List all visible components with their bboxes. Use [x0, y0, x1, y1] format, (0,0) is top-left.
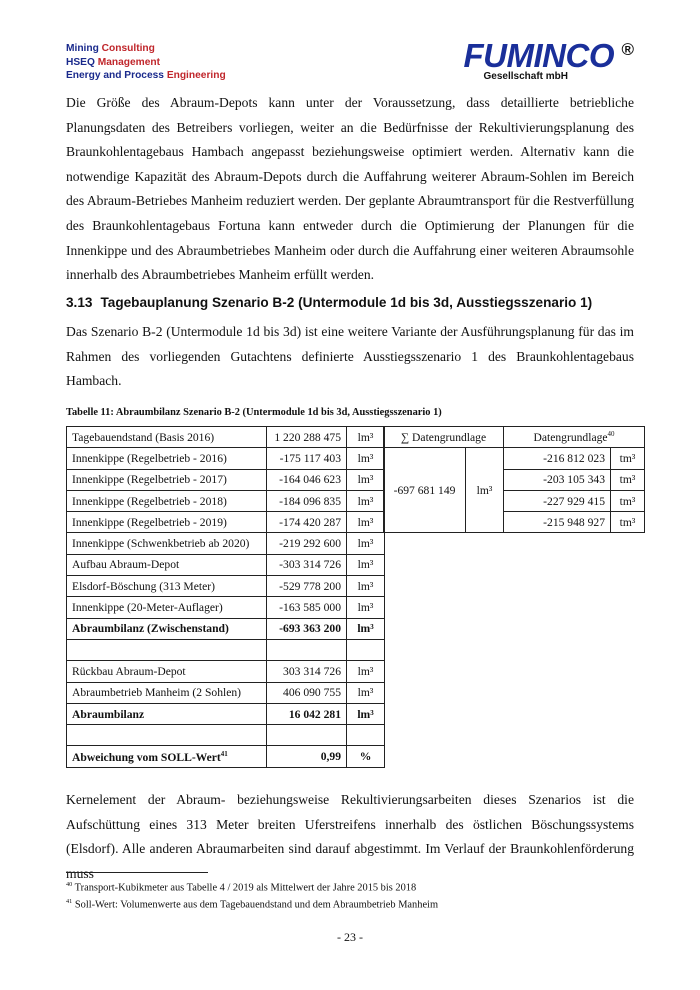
table-row	[67, 618, 385, 639]
company-tagline	[66, 42, 226, 83]
table-row	[67, 512, 385, 533]
row-unit-cell: lm³	[347, 682, 385, 703]
row-value-cell: -174 420 287	[267, 512, 347, 533]
row-value-cell: -175 117 403	[267, 448, 347, 469]
sum-header-cell: ∑ Datengrundlage	[384, 427, 504, 448]
section-heading	[66, 295, 634, 310]
page-header	[66, 37, 634, 84]
row-unit-cell: lm³	[347, 597, 385, 618]
row-label-cell: Elsdorf-Böschung (313 Meter)	[67, 576, 267, 597]
row-unit-cell: lm³	[347, 703, 385, 724]
row-label-cell: Innenkippe (20-Meter-Auflager)	[67, 597, 267, 618]
row-value-cell	[267, 639, 347, 660]
row-label-cell: Innenkippe (Regelbetrieb - 2019)	[67, 512, 267, 533]
datengrundlage-table	[383, 426, 645, 533]
row-unit-cell: lm³	[347, 469, 385, 490]
row-value-cell: -693 363 200	[267, 618, 347, 639]
section-title: Tagebauplanung Szenario B-2 (Untermodule 1d bis 3d, Ausstiegsszenario 1)	[100, 295, 593, 310]
datengrundlage-unit-cell: tm³	[611, 490, 645, 511]
row-value-cell: 0,99	[267, 746, 347, 767]
page-number: - 23 -	[337, 930, 363, 944]
table-row	[67, 490, 385, 511]
row-label-cell: Abraumbetrieb Manheim (2 Sohlen)	[67, 682, 267, 703]
table-row	[67, 554, 385, 575]
row-unit-cell: lm³	[347, 490, 385, 511]
row-label-cell: Innenkippe (Regelbetrieb - 2016)	[67, 448, 267, 469]
row-value-cell: 406 090 755	[267, 682, 347, 703]
table-row	[67, 725, 385, 746]
table-row	[67, 448, 385, 469]
row-label-cell: Rückbau Abraum-Depot	[67, 661, 267, 682]
row-unit-cell: lm³	[347, 554, 385, 575]
row-label-cell: Aufbau Abraum-Depot	[67, 554, 267, 575]
row-unit-cell: %	[347, 746, 385, 767]
row-unit-cell: lm³	[347, 576, 385, 597]
row-unit-cell: lm³	[347, 448, 385, 469]
datengrundlage-header-cell: Datengrundlage$^{40}$	[504, 427, 645, 448]
footnote-40: $^{40}$ Transport-Kubikmeter aus Tabelle 4 / 2019 als Mittelwert der Jahre 2015 bis 2018	[66, 881, 417, 894]
fuminco-logo	[444, 37, 634, 84]
table-row	[67, 597, 385, 618]
tagline-line-1: Mining Consulting	[66, 43, 155, 54]
row-label-cell: Innenkippe (Regelbetrieb - 2018)	[67, 490, 267, 511]
row-unit-cell: lm³	[347, 512, 385, 533]
row-value-cell: -163 585 000	[267, 597, 347, 618]
row-label-cell: Abweichung vom SOLL-Wert$^{41}$	[67, 746, 267, 767]
datengrundlage-unit-cell: tm³	[611, 448, 645, 469]
row-value-cell: -303 314 726	[267, 554, 347, 575]
sum-value-cell: -697 681 149	[384, 448, 466, 533]
logo-wordmark: FUMINCO	[463, 37, 614, 74]
footnote-divider	[66, 872, 208, 873]
table-row	[67, 469, 385, 490]
row-unit-cell: lm³	[347, 618, 385, 639]
table-row	[67, 576, 385, 597]
footnote-41: $^{41}$ Soll-Wert: Volumenwerte aus dem Tagebauendstand und dem Abraumbetrieb Manheim	[66, 897, 439, 911]
row-label-cell: Innenkippe (Regelbetrieb - 2017)	[67, 469, 267, 490]
row-value-cell: -529 778 200	[267, 576, 347, 597]
datengrundlage-value-cell: -215 948 927	[504, 512, 611, 533]
footnotes	[66, 878, 438, 912]
row-unit-cell: lm³	[347, 661, 385, 682]
paragraph-kernelement: Kernelement der Abraum- beziehungsweise Rekultivierungsarbeiten dieses Szenarios ist die Aufschüttung eines 313 Meter breiten Uferstreifens innerhalb des östlichen Böschungssystems (Elsdorf). Alle anderen Abraumarbeiten sind darauf abgestimmt. Im Verlauf der Braunkohlenförderung muss	[66, 792, 634, 881]
row-value-cell: 303 314 726	[267, 661, 347, 682]
row-value-cell: 16 042 281	[267, 703, 347, 724]
abraumbilanz-table	[66, 426, 385, 768]
row-label-cell	[67, 725, 267, 746]
row-value-cell: -184 096 835	[267, 490, 347, 511]
section-number: 3.13	[66, 295, 93, 310]
logo-subtitle: Gesellschaft mbH	[483, 71, 568, 82]
table-row	[67, 639, 385, 660]
table-row	[67, 661, 385, 682]
row-label-cell: Abraumbilanz (Zwischenstand)	[67, 618, 267, 639]
datengrundlage-header-row	[384, 427, 645, 448]
table-row	[67, 427, 385, 448]
row-unit-cell	[347, 639, 385, 660]
table-row	[67, 533, 385, 554]
row-value-cell	[267, 725, 347, 746]
table-row	[67, 703, 385, 724]
datengrundlage-value-cell: -227 929 415	[504, 490, 611, 511]
row-unit-cell: lm³	[347, 533, 385, 554]
row-label-cell: Tagebauendstand (Basis 2016)	[67, 427, 267, 448]
paragraph-szenario-intro: Das Szenario B-2 (Untermodule 1d bis 3d) ist eine weitere Variante der Ausführungsplanung für das im Rahmen des vorliegenden Gutachtens definierte Ausstiegsszenario 1 des Braunkohlentagebaus Hambach.	[66, 324, 634, 389]
table-caption: Tabelle 11: Abraumbilanz Szenario B-2 (Untermodule 1d bis 3d, Ausstiegsszenario 1)	[66, 407, 442, 418]
sum-unit-cell: lm³	[466, 448, 504, 533]
row-label-cell: Innenkippe (Schwenkbetrieb ab 2020)	[67, 533, 267, 554]
row-label-cell	[67, 639, 267, 660]
datengrundlage-row	[384, 448, 645, 469]
datengrundlage-value-cell: -216 812 023	[504, 448, 611, 469]
tagline-line-3: Energy and Process Engineering	[66, 70, 226, 81]
datengrundlage-unit-cell: tm³	[611, 512, 645, 533]
paragraph-abraum-depot: Die Größe des Abraum-Depots kann unter der Voraussetzung, dass detaillierte betriebliche Planungsdaten des Betreibers vorliegen, weiter an die Bedürfnisse der Rekultivierungsplanung des Braunkohlentagebaus Hambach angepasst beziehungsweise optimiert werden. Alternativ kann die notwendige Kapazität des Abraum-Depots durch die Auffahrung weiterer Abraum-Sohlen im Bereich des Abraum-Betriebes Manheim reduziert werden. Der geplante Abraumtransport für die Restverfüllung des Braunkohlentagebaus Fortuna kann entweder durch die Optimierung der Planungen für die Innenkippe und des Abraumbetriebes Manheim oder durch die Auffahrung einer weiteren Abraumsohle innerhalb des Abraumbetriebes Manheim erfüllt werden.	[66, 95, 634, 283]
datengrundlage-value-cell: -203 105 343	[504, 469, 611, 490]
table-row	[67, 682, 385, 703]
row-unit-cell	[347, 725, 385, 746]
tagline-line-2: HSEQ Management	[66, 56, 160, 68]
row-value-cell: -219 292 600	[267, 533, 347, 554]
row-label-cell: Abraumbilanz	[67, 703, 267, 724]
row-value-cell: -164 046 623	[267, 469, 347, 490]
logo-registered-mark: ®	[621, 40, 634, 59]
datengrundlage-unit-cell: tm³	[611, 469, 645, 490]
row-value-cell: 1 220 288 475	[267, 427, 347, 448]
row-unit-cell: lm³	[347, 427, 385, 448]
table-row	[67, 746, 385, 767]
